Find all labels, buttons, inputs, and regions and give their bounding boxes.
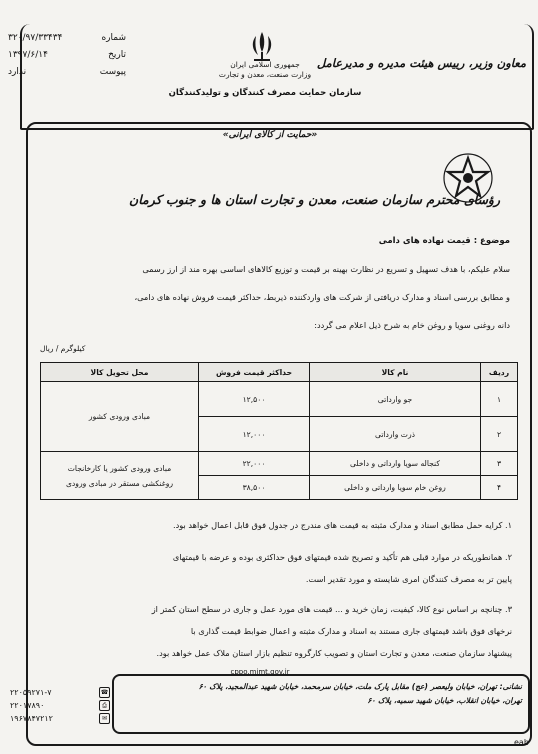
- ref-date-label: تاریخ: [108, 50, 126, 60]
- unit-label: کیلوگرم / ریال: [40, 344, 86, 353]
- note-3: [40, 600, 512, 618]
- note-3-cont-1: [40, 622, 512, 640]
- cell-delivery-group-1: مبادی ورودی کشور: [41, 382, 199, 452]
- ministry-line-1: جمهوری اسلامی ایران: [230, 60, 300, 69]
- delivery-group-2-line-2: روغنکشی مستقر در مبادی ورودی: [65, 478, 174, 488]
- header-price: حداکثر قیمت فروش: [199, 363, 310, 382]
- website-url[interactable]: cppo.mimt.gov.ir: [230, 668, 290, 676]
- cell-radif: ۱: [481, 382, 518, 417]
- ref-attachment-label: پیوست: [99, 67, 126, 77]
- contact-row-phone: [10, 686, 110, 699]
- body-paragraph-3: دانه روغنی سویا و روغن خام به شرح ذیل اعلام می گردد:: [314, 320, 510, 330]
- ref-attachment-row: [8, 64, 126, 81]
- note-1: [40, 516, 512, 534]
- contact-row-postal: [10, 712, 110, 725]
- cell-name: کنجاله سویا وارداتی و داخلی: [310, 452, 481, 476]
- body-paragraph-2: و مطابق بررسی اسناد و مدارک دریافتی از شرکت های واردکننده ذیربط، حداکثر قیمت فروش نهاده های دامی،: [134, 292, 510, 302]
- cell-price: ۱۲,۵۰۰: [199, 382, 310, 417]
- note-text: چنانچه بر اساس نوع کالا، کیفیت، زمان خرید و ... قیمت های مورد عمل و جاری در سطح استان کمتر از: [151, 604, 503, 614]
- note-text: نرخهای فوق باشد قیمتهای جاری مستند به اسناد و مدارک مثبته و اعمال ضوابط قیمت گذاری با: [190, 626, 512, 636]
- note-3-cont-2: [40, 644, 512, 662]
- note-number: ۱.: [504, 520, 512, 530]
- phone-value: ۲۲۰۵۹۲۷۱-۷: [10, 688, 52, 697]
- phone-icon: ☎: [100, 689, 109, 696]
- ref-number-label: شماره: [101, 33, 126, 43]
- table-row: [41, 382, 518, 417]
- header-radif: ردیف: [481, 363, 518, 382]
- contact-row-fax: [10, 699, 110, 712]
- organization-name: سازمان حمایت مصرف کنندگان و تولیدکنندگان: [168, 88, 362, 98]
- table-row: [41, 452, 518, 476]
- subject-line: موضوع : قیمت نهاده های دامی: [378, 236, 510, 246]
- postal-icon: ✉: [99, 713, 110, 724]
- cell-radif: ۳: [481, 452, 518, 476]
- header-name: نام کالا: [310, 363, 481, 382]
- note-text: پیشنهاد سازمان صنعت، معدن و تجارت استان و تصویب کارگروه تنظیم بازار استان ملاک عمل خواهد بود.: [156, 648, 512, 658]
- ref-date-row: [8, 47, 126, 64]
- footer-address: [118, 680, 522, 708]
- note-text: همانطوریکه در موارد قبلی هم تأکید و تصریح شده قیمتهای فوق حداکثری بوده و عرضه با قیمتهای: [172, 552, 503, 562]
- table-header-row: [41, 363, 518, 382]
- page-mark: eab: [514, 738, 529, 747]
- cell-delivery-group-2: [41, 452, 199, 500]
- ref-number-row: [8, 30, 126, 47]
- iran-emblem-icon: [246, 28, 278, 64]
- cell-price: ۲۲,۰۰۰: [199, 452, 310, 476]
- address-line-1: نشانی: تهران، خیابان ولیعصر (عج) مقابل پارک ملت، خیابان سرمحمد، خیابان شهید عبدالمجید، پلاک ۶۰: [198, 682, 522, 691]
- slogan: «حمایت از کالای ایرانی»: [222, 130, 318, 140]
- address-line-2: تهران، خیابان انقلاب، خیابان شهید سمیه، پلاک ۶۰: [367, 696, 522, 705]
- cell-name: جو وارداتی: [310, 382, 481, 417]
- body-paragraph-1: سلام علیکم، با هدف تسهیل و تسریع در نظارت بهینه بر قیمت و توزیع کالاهای اساسی بهره مند از ارز رسمی: [142, 264, 510, 274]
- postal-value: ۱۹۶۷۸۴۷۲۱۲: [10, 714, 53, 723]
- ministry-line-2: وزارت صنعت، معدن و تجارت: [218, 70, 312, 79]
- sender-title: معاون وزیر، رییس هیئت مدیره و مدیرعامل: [316, 56, 526, 70]
- cell-name: روغن خام سویا وارداتی و داخلی: [310, 476, 481, 500]
- cell-price: ۳۸,۵۰۰: [199, 476, 310, 500]
- cell-radif: ۲: [481, 417, 518, 452]
- reference-box: [8, 30, 126, 81]
- note-text: کرایه حمل مطابق اسناد و مدارک مثبته به قیمت های مندرج در جدول فوق قابل اعمال خواهد بود.: [172, 520, 503, 530]
- fax-value: ۲۲۰۱۷۸۹۰: [10, 701, 45, 710]
- note-2-cont: [40, 570, 512, 588]
- fax-icon: ⎙: [99, 700, 110, 711]
- ref-attachment-value: ندارد: [8, 67, 27, 77]
- header-delivery: محل تحویل کالا: [41, 363, 199, 382]
- ref-number-value: ۳۲۰/۹۷/۳۳۴۳۴: [8, 33, 63, 43]
- note-2: [40, 548, 512, 566]
- cell-name: ذرت وارداتی: [310, 417, 481, 452]
- note-number: ۲.: [504, 552, 512, 562]
- cell-radif: ۴: [481, 476, 518, 500]
- addressee: رؤسای محترم سازمان صنعت، معدن و تجارت استان ها و جنوب کرمان: [129, 192, 500, 207]
- cell-price: ۱۲,۰۰۰: [199, 417, 310, 452]
- footer-contacts: [10, 686, 110, 725]
- price-table: [40, 362, 518, 500]
- ministry-lines: [160, 60, 370, 80]
- note-number: ۳.: [504, 604, 512, 614]
- ref-date-value: ۱۳۹۷/۶/۱۴: [8, 50, 48, 60]
- note-text: پایین تر به مصرف کنندگان امری شایسته و مورد تقدیر است.: [305, 574, 512, 584]
- delivery-group-2-line-1: مبادی ورودی کشور یا کارخانجات: [67, 463, 172, 473]
